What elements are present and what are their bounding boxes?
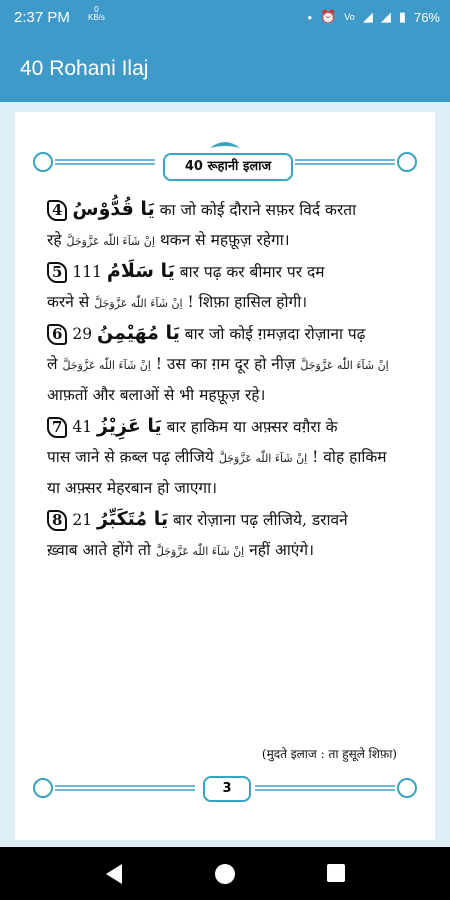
data-rate-value: 0 (94, 5, 99, 14)
arabic-text: يَا سَلَامُ (106, 260, 175, 282)
entry-text: 41 बार हाकिम या अफ़्सर वग़ैरा के (72, 418, 338, 436)
list-item (47, 442, 411, 473)
arabic-text: يَا عَزِيْزُ (97, 415, 162, 437)
entry-text: पास जाने से क़ब्ल पढ़ लीजिये (47, 448, 214, 466)
arabic-text: يَا مُتَكَبِّرُ (97, 508, 169, 530)
notification-dot-icon: • (307, 9, 313, 25)
entry-number: 6 (47, 324, 67, 345)
entry-text: का जो कोई दौराने सफ़र विर्द करता (159, 201, 357, 219)
entry-text: करने से (47, 293, 90, 311)
entries (47, 194, 411, 566)
entry-text: ! शिफ़ा हासिल होगी। (187, 293, 308, 311)
list-item (47, 287, 411, 318)
entry-text: 29 बार जो कोई ग़मज़दा रोज़ाना पढ़ (72, 325, 366, 343)
status-bar (0, 0, 450, 38)
status-time: 2:37 PM (14, 9, 70, 26)
arabic-text: يَا مُهَيْمِنُ (97, 322, 180, 344)
list-item (47, 504, 411, 535)
navigation-bar (0, 847, 450, 900)
list-item (47, 194, 411, 225)
entry-number: 5 (47, 262, 67, 283)
entry-text: थकन से महफ़ूज़ रहेगा। (159, 231, 290, 249)
status-icons (308, 9, 440, 25)
entry-text: ले (47, 355, 58, 373)
entry-text: या अफ़्सर मेहरबान हो जाएगा। (47, 479, 218, 497)
list-item (47, 256, 411, 287)
book-page (15, 112, 435, 840)
entry-text: आफ़तों और बलाओं से भी महफ़ूज़ रहे। (47, 386, 266, 404)
entry-text: नहीं आएंगे। (249, 541, 314, 559)
page-header: 40 रूहानी इलाज (163, 153, 293, 181)
entry-number: 7 (47, 417, 67, 438)
insha-allah-text: اِنْ شَآءَ اللّٰه عَزَّوَجَلَّ (300, 359, 389, 372)
source-note: (मुदते इलाज : ता हुसूले शिफ़ा) (261, 747, 397, 761)
insha-allah-text: اِنْ شَآءَ اللّٰه عَزَّوَجَلَّ (94, 297, 183, 310)
entry-text: 111 बार पढ़ कर बीमार पर दम (72, 263, 325, 281)
reader-content[interactable] (0, 102, 450, 847)
data-rate-unit: KB/s (88, 13, 105, 22)
home-icon[interactable] (214, 863, 236, 885)
arabic-text: يَا قُدُّوْسُ (72, 198, 155, 220)
page-number: 3 (203, 776, 251, 802)
list-item (47, 349, 411, 380)
signal-icon: ◢ (362, 9, 373, 24)
entry-text: ! उस का ग़म दूर हो नीज़ (155, 355, 296, 373)
entry-text: रहे (47, 231, 62, 249)
list-item (47, 473, 411, 504)
back-icon[interactable] (104, 863, 124, 885)
list-item (47, 225, 411, 256)
signal-icon: ◢ (380, 9, 391, 24)
alarm-icon: ⏰ (320, 9, 337, 24)
entry-number: 8 (47, 510, 67, 531)
battery-level: 76% (413, 9, 440, 25)
battery-icon: ▮ (398, 9, 406, 24)
entry-text: ! वोह हाकिम (312, 448, 387, 466)
insha-allah-text: اِنْ شَآءَ اللّٰه عَزَّوَجَلَّ (155, 545, 245, 558)
entry-number: 4 (47, 200, 67, 221)
recents-icon[interactable] (326, 863, 346, 883)
list-item (47, 535, 411, 566)
insha-allah-text: اِنْ شَآءَ اللّٰه عَزَّوَجَلَّ (66, 235, 155, 248)
list-item (47, 411, 411, 442)
list-item (47, 380, 411, 411)
data-rate (88, 6, 105, 22)
volte-icon: Vo (344, 12, 355, 22)
entry-text: 21 बार रोज़ाना पढ़ लीजिये, डरावने (72, 511, 348, 529)
insha-allah-text: اِنْ شَآءَ اللّٰه عَزَّوَجَلَّ (218, 452, 308, 465)
app-bar (0, 38, 450, 102)
entry-text: ख़्वाब आते होंगे तो (47, 541, 151, 559)
list-item (47, 318, 411, 349)
app-title: 40 Rohani Ilaj (20, 57, 149, 80)
insha-allah-text: اِنْ شَآءَ اللّٰه عَزَّوَجَلَّ (62, 359, 151, 372)
